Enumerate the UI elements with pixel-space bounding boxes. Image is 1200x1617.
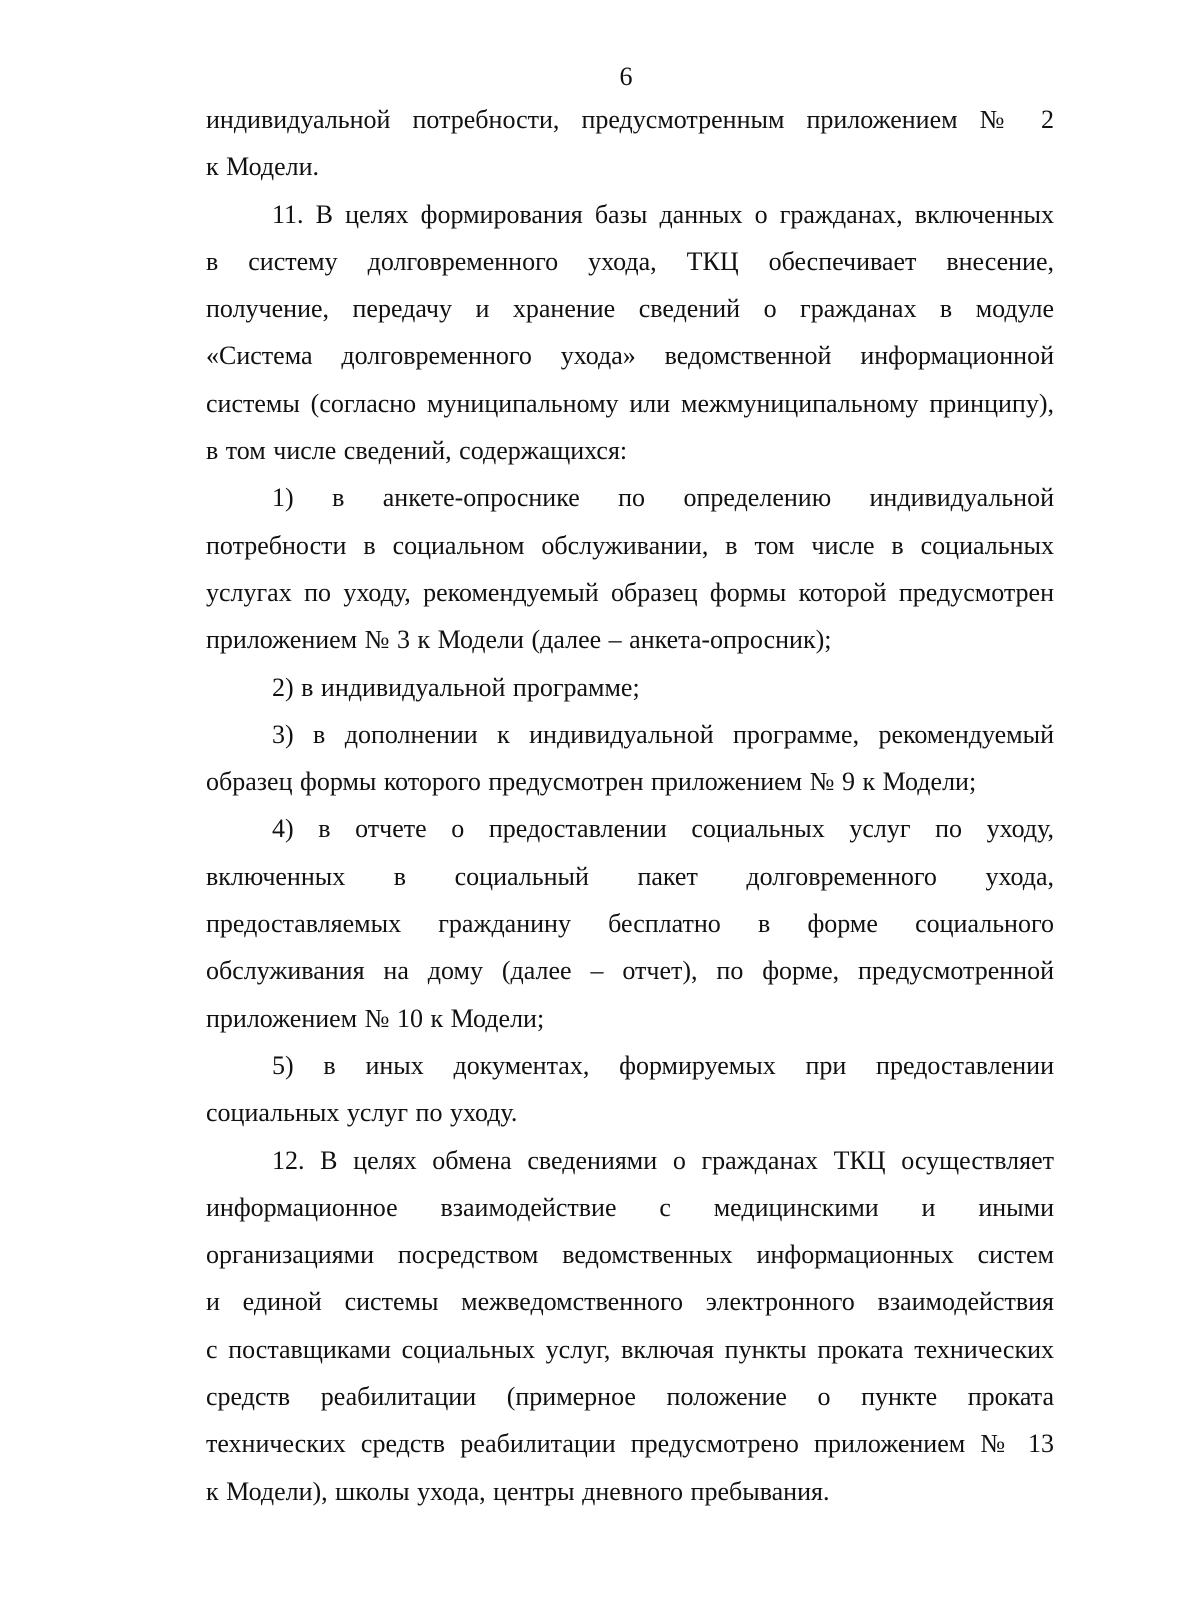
text-line: 5) в иных документах, формируемых при предоставлении — [272, 1050, 1054, 1080]
text-line: 3) в дополнении к индивидуальной программе, рекомендуемый — [272, 719, 1054, 749]
text-line: 12. В целях обмена сведениями о гражданах ТКЦ осуществляет — [272, 1145, 1054, 1175]
text-line: и единой системы межведомственного электронного взаимодействия — [206, 1287, 1054, 1317]
text-line: получение, передачу и хранение сведений о гражданах в модуле — [206, 294, 1054, 324]
paragraph-p-11 — [206, 191, 1054, 475]
text-line: услугах по уходу, рекомендуемый образец формы которой предусмотрен — [206, 577, 1054, 607]
text-line: системы (согласно муниципальному или межмуниципальному принципу), — [206, 388, 1054, 418]
document-body — [206, 96, 1054, 1515]
text-line: к Модели. — [206, 152, 320, 182]
text-line: средств реабилитации (примерное положение о пункте проката — [206, 1382, 1054, 1412]
paragraph-p-12 — [206, 1137, 1054, 1515]
text-line: информационное взаимодействие с медицинскими и иными — [206, 1192, 1054, 1222]
paragraph-p-continuation — [206, 96, 1054, 191]
page-number: 6 — [619, 62, 633, 91]
text-line: социальных услуг по уходу. — [206, 1098, 518, 1128]
paragraph-p-11-4 — [206, 805, 1054, 1041]
paragraph-p-11-2 — [206, 664, 1054, 711]
text-line: к Модели), школы ухода, центры дневного пребывания. — [206, 1476, 830, 1506]
text-line: предоставляемых гражданину бесплатно в форме социального — [206, 909, 1054, 939]
paragraph-p-11-5 — [206, 1042, 1054, 1137]
text-line: организациями посредством ведомственных информационных систем — [206, 1240, 1054, 1270]
text-line: в систему долговременного ухода, ТКЦ обеспечивает внесение, — [206, 246, 1054, 276]
text-line: приложением № 10 к Модели; — [206, 1003, 545, 1033]
text-line: обслуживания на дому (далее – отчет), по форме, предусмотренной — [206, 956, 1054, 986]
text-line: технических средств реабилитации предусмотрено приложением № 13 — [206, 1429, 1054, 1459]
text-line: 2) в индивидуальной программе; — [272, 672, 640, 702]
text-line: потребности в социальном обслуживании, в том числе в социальных — [206, 530, 1054, 560]
paragraph-p-11-3 — [206, 711, 1054, 806]
text-line: включенных в социальный пакет долговременного ухода, — [206, 861, 1054, 891]
text-line: 4) в отчете о предоставлении социальных услуг по уходу, — [272, 814, 1054, 844]
text-line: в том числе сведений, содержащихся: — [206, 436, 628, 466]
text-line: 11. В целях формирования базы данных о гражданах, включенных — [272, 199, 1054, 229]
text-line: «Система долговременного ухода» ведомственной информационной — [206, 341, 1054, 371]
text-line: индивидуальной потребности, предусмотренным приложением № 2 — [206, 105, 1054, 134]
text-line: с поставщиками социальных услуг, включая пункты проката технических — [206, 1334, 1054, 1364]
text-line: 1) в анкете-опроснике по определению индивидуальной — [272, 483, 1054, 513]
text-line: приложением № 3 к Модели (далее – анкета-опросник); — [206, 625, 832, 655]
paragraph-p-11-1 — [206, 474, 1054, 663]
text-line: образец формы которого предусмотрен приложением № 9 к Модели; — [206, 767, 977, 797]
